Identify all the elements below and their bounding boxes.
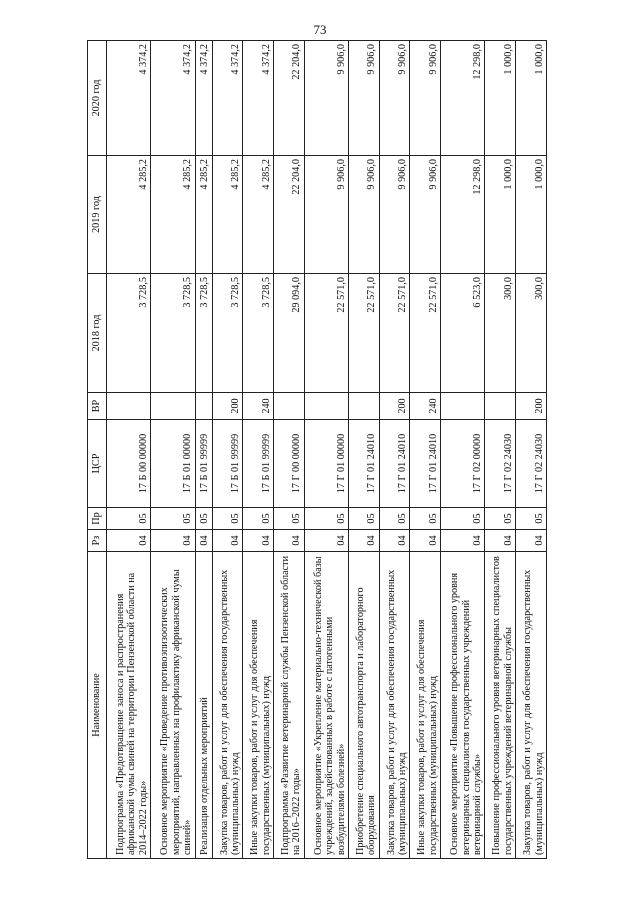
row-name: Подпрограмма «Развитие ветеринарной службы Пензенской области на 2016–2022 годы» [274,552,305,859]
row-name: Основное мероприятие «Проведение противоэпизоотических мероприятий, направленных на профилактику африканской чумы свиней» [151,552,195,859]
row-csr: 17 Г 01 24010 [349,420,380,508]
row-name: Закупка товаров, работ и услуг для обеспечения государственных (муниципальных) нужд [379,552,410,859]
row-2020: 9 906,0 [304,41,348,156]
row-2020: 1 000,0 [516,41,547,156]
row-pr: 05 [304,508,348,530]
row-2018: 22 571,0 [379,274,410,393]
row-vr [274,393,305,420]
row-rz: 04 [274,530,305,552]
row-rz: 04 [516,530,547,552]
row-vr [195,393,212,420]
row-vr [151,393,195,420]
table-row [485,41,516,859]
row-csr: 17 Б 01 00000 [151,420,195,508]
row-name: Повышение профессионального уровня ветеринарных специалистов государственных учреждений ветеринарной службы [485,552,516,859]
table-header-row [88,41,107,859]
table-row [107,41,151,859]
row-pr: 05 [195,508,212,530]
header-2018: 2018 год [88,274,107,393]
row-2019: 12 298,0 [441,156,485,274]
row-pr: 05 [151,508,195,530]
row-pr: 05 [107,508,151,530]
row-pr: 05 [485,508,516,530]
row-2019: 1 000,0 [485,156,516,274]
row-2018: 3 728,5 [195,274,212,393]
row-2020: 12 298,0 [441,41,485,156]
row-csr: 17 Г 02 24030 [516,420,547,508]
row-vr [304,393,348,420]
row-name: Иные закупки товаров, работ и услуг для обеспечения государственных (муниципальных) нужд [410,552,441,859]
row-name: Подпрограмма «Предотвращение заноса и распространения африканской чумы свиней на территории Пензенской области на 2014–2022 годы» [107,552,151,859]
row-csr: 17 Г 00 00000 [274,420,305,508]
row-vr: 200 [516,393,547,420]
table-row [195,41,212,859]
row-vr: 240 [243,393,274,420]
row-2019: 4 285,2 [151,156,195,274]
row-2020: 4 374,2 [107,41,151,156]
header-rz: Рз [88,530,107,552]
row-2020: 22 204,0 [274,41,305,156]
row-2018: 3 728,5 [243,274,274,393]
row-2018: 300,0 [516,274,547,393]
row-2020: 9 906,0 [349,41,380,156]
row-2020: 1 000,0 [485,41,516,156]
row-pr: 05 [349,508,380,530]
table-row [379,41,410,859]
row-2019: 4 285,2 [212,156,243,274]
row-rz: 04 [485,530,516,552]
row-2020: 4 374,2 [151,41,195,156]
header-name: Наименование [88,552,107,859]
row-csr: 17 Г 01 24010 [410,420,441,508]
row-pr: 05 [441,508,485,530]
row-csr: 17 Г 02 00000 [441,420,485,508]
row-2019: 1 000,0 [516,156,547,274]
row-rz: 04 [151,530,195,552]
row-2018: 3 728,5 [212,274,243,393]
row-2018: 3 728,5 [151,274,195,393]
row-name: Реализация отдельных мероприятий [195,552,212,859]
row-name: Основное мероприятие «Укрепление материально-технической базы учреждений, задействованных в работе с патогенными возбудителями болезней» [304,552,348,859]
row-pr: 05 [379,508,410,530]
row-2018: 300,0 [485,274,516,393]
row-csr: 17 Б 01 99999 [212,420,243,508]
row-name: Приобретение специального автотранспорта и лабораторного оборудования [349,552,380,859]
row-name: Основное мероприятие «Повышение профессионального уровня ветеринарных специалистов государственных учреждений ветеринарной службы» [441,552,485,859]
table-row [212,41,243,859]
row-pr: 05 [410,508,441,530]
row-pr: 05 [516,508,547,530]
row-vr [349,393,380,420]
row-2020: 9 906,0 [410,41,441,156]
table-row [516,41,547,859]
header-2019: 2019 год [88,156,107,274]
row-rz: 04 [195,530,212,552]
row-2018: 6 523,0 [441,274,485,393]
row-rz: 04 [379,530,410,552]
row-rz: 04 [243,530,274,552]
row-2020: 9 906,0 [379,41,410,156]
row-2018: 3 728,5 [107,274,151,393]
row-name: Иные закупки товаров, работ и услуг для обеспечения государственных (муниципальных) нужд [243,552,274,859]
row-pr: 05 [212,508,243,530]
row-2018: 22 571,0 [410,274,441,393]
row-vr: 200 [379,393,410,420]
header-2020: 2020 год [88,41,107,156]
row-rz: 04 [212,530,243,552]
table-row [349,41,380,859]
row-2019: 4 285,2 [195,156,212,274]
page-number: 73 [313,22,327,37]
row-2019: 9 906,0 [304,156,348,274]
table-row [151,41,195,859]
row-rz: 04 [441,530,485,552]
row-vr [485,393,516,420]
header-pr: Пр [88,508,107,530]
row-pr: 05 [274,508,305,530]
row-2019: 9 906,0 [410,156,441,274]
table-row [274,41,305,859]
budget-table [87,40,547,859]
row-rz: 04 [349,530,380,552]
row-pr: 05 [243,508,274,530]
table-row [304,41,348,859]
row-csr: 17 Б 00 00000 [107,420,151,508]
row-rz: 04 [410,530,441,552]
row-vr [441,393,485,420]
row-2019: 4 285,2 [107,156,151,274]
rotated-table-container [87,41,547,859]
row-csr: 17 Г 02 24030 [485,420,516,508]
row-rz: 04 [107,530,151,552]
row-2020: 4 374,2 [195,41,212,156]
row-name: Закупка товаров, работ и услуг для обеспечения государственных (муниципальных) нужд [516,552,547,859]
row-vr: 240 [410,393,441,420]
row-2020: 4 374,2 [243,41,274,156]
row-2018: 22 571,0 [304,274,348,393]
row-csr: 17 Б 01 99999 [195,420,212,508]
header-csr: ЦСР [88,420,107,508]
row-2019: 4 285,2 [243,156,274,274]
row-2020: 4 374,2 [212,41,243,156]
row-name: Закупка товаров, работ и услуг для обеспечения государственных (муниципальных) нужд [212,552,243,859]
row-rz: 04 [304,530,348,552]
row-2019: 9 906,0 [379,156,410,274]
table-row [243,41,274,859]
row-csr: 17 Б 01 99999 [243,420,274,508]
row-vr: 200 [212,393,243,420]
row-2019: 22 204,0 [274,156,305,274]
row-csr: 17 Г 01 00000 [304,420,348,508]
row-csr: 17 Г 01 24010 [379,420,410,508]
table-row [410,41,441,859]
row-2019: 9 906,0 [349,156,380,274]
row-vr [107,393,151,420]
row-2018: 22 571,0 [349,274,380,393]
row-2018: 29 094,0 [274,274,305,393]
header-vr: ВР [88,393,107,420]
table-row [441,41,485,859]
